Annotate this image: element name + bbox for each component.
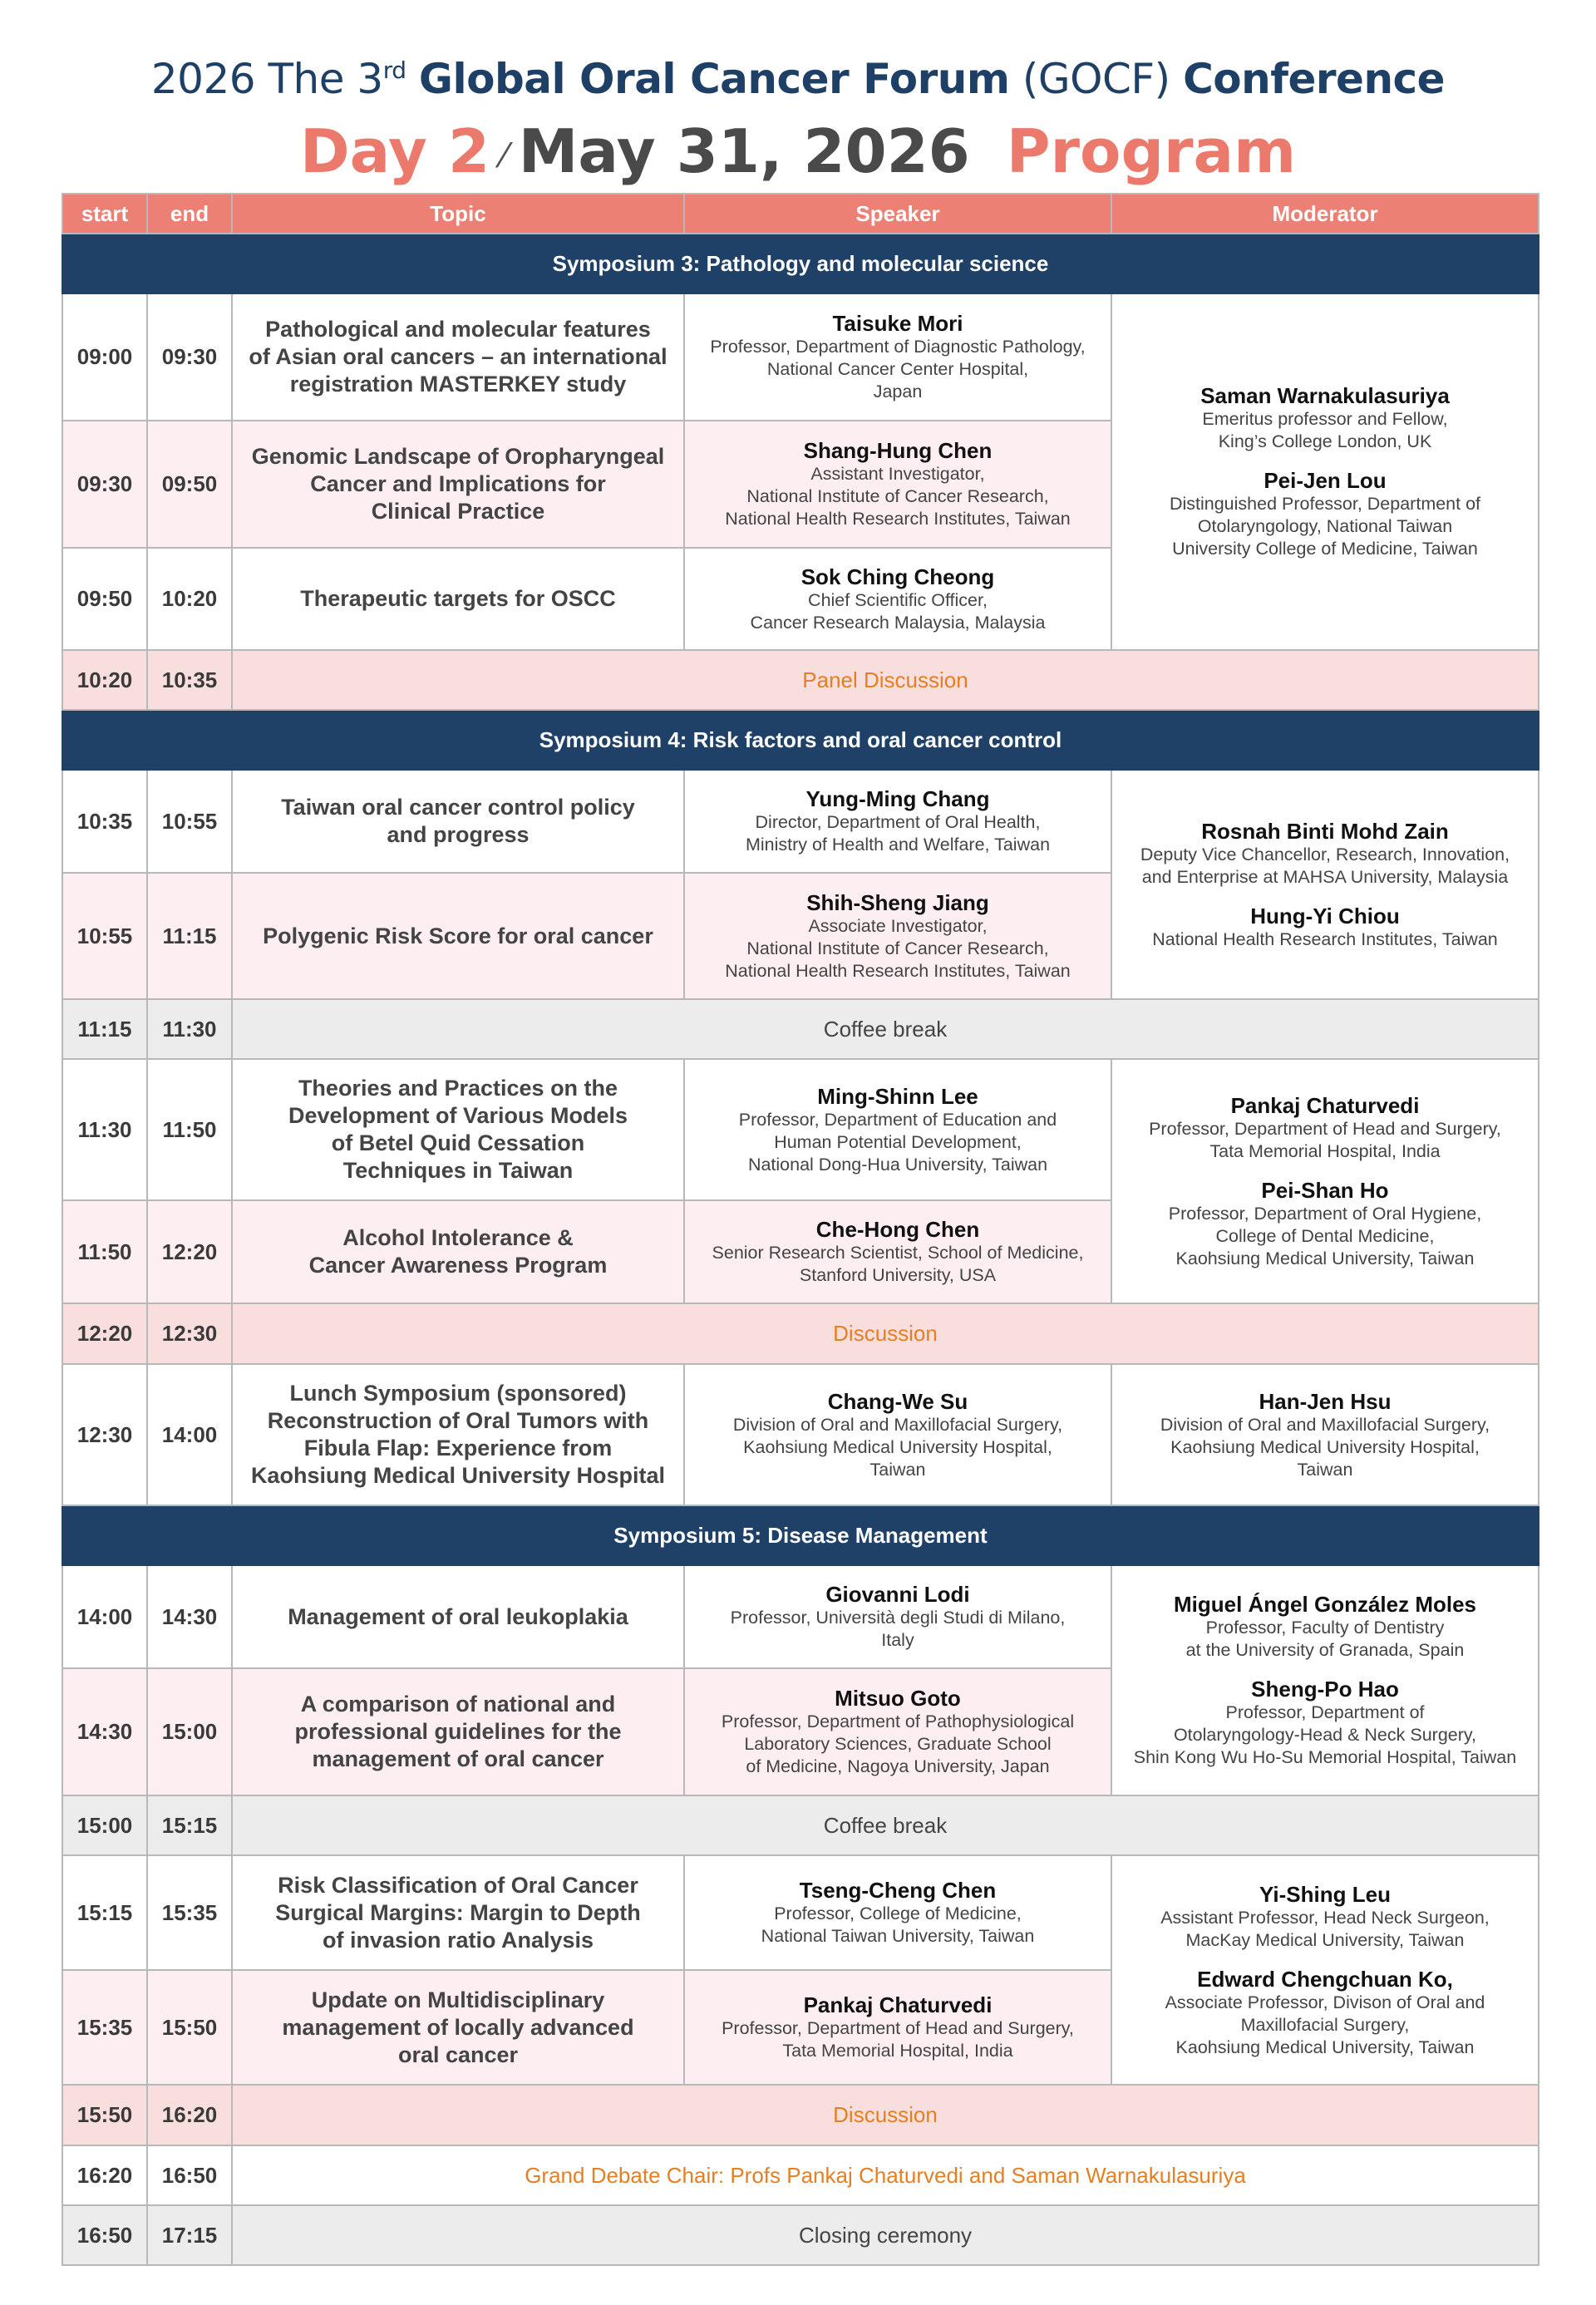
topic-line: Clinical Practice xyxy=(371,499,545,524)
start-time: 15:00 xyxy=(62,1795,147,1855)
end-time: 15:00 xyxy=(147,1668,232,1795)
speaker-affiliation: of Medicine, Nagoya University, Japan xyxy=(746,1756,1050,1776)
topic-line: A comparison of national and xyxy=(300,1692,616,1716)
speaker-name: Tseng-Cheng Chen xyxy=(799,1878,997,1903)
start-time: 16:50 xyxy=(62,2205,147,2265)
moderator-affiliation: Deputy Vice Chancellor, Research, Innovation, xyxy=(1140,844,1510,864)
speaker-cell xyxy=(684,1970,1111,2085)
topic-line: Management of oral leukoplakia xyxy=(288,1603,628,1629)
moderator-affiliation: Otolaryngology-Head & Neck Surgery, xyxy=(1173,1725,1477,1745)
date-label: May 31, 2026 xyxy=(518,116,970,186)
topic-line: and progress xyxy=(387,822,530,847)
moderator-affiliation: Professor, Faculty of Dentistry xyxy=(1205,1618,1445,1638)
speaker-cell xyxy=(684,873,1111,999)
speaker-affiliation: National Institute of Cancer Research, xyxy=(746,938,1049,958)
end-time: 10:55 xyxy=(147,770,232,873)
topic-line: Polygenic Risk Score for oral cancer xyxy=(263,923,653,948)
topic-line: of Betel Quid Cessation xyxy=(331,1130,585,1155)
col-moderator: Moderator xyxy=(1111,194,1539,234)
speaker-name: Taisuke Mori xyxy=(832,311,963,336)
session-topic xyxy=(232,1364,684,1505)
topic-line: Kaohsiung Medical University Hospital xyxy=(250,1463,666,1488)
moderator-name: Yi-Shing Leu xyxy=(1259,1881,1391,1907)
title-forum: Global Oral Cancer Forum xyxy=(418,55,1010,103)
start-time: 12:30 xyxy=(62,1364,147,1505)
moderator-affiliation: Shin Kong Wu Ho-Su Memorial Hospital, Taiwan xyxy=(1133,1747,1517,1767)
moderator-affiliation: Emeritus professor and Fellow, xyxy=(1202,409,1448,429)
session-topic xyxy=(232,770,684,873)
speaker-name: Sok Ching Cheong xyxy=(800,564,995,589)
col-speaker: Speaker xyxy=(684,194,1111,234)
table-row xyxy=(62,1855,1539,1970)
start-time: 10:35 xyxy=(62,770,147,873)
start-time: 15:35 xyxy=(62,1970,147,2085)
topic-line: Fibula Flap: Experience from xyxy=(303,1436,613,1460)
end-time: 14:30 xyxy=(147,1565,232,1668)
topic-line: Alcohol Intolerance & xyxy=(342,1225,574,1250)
moderator-cell xyxy=(1111,770,1539,999)
moderator-entry xyxy=(1121,1592,1530,1662)
table-row xyxy=(62,1795,1539,1855)
start-time: 14:30 xyxy=(62,1668,147,1795)
topic-line: of invasion ratio Analysis xyxy=(322,1927,594,1953)
topic-line: Pathological and molecular features xyxy=(265,317,651,342)
end-time: 11:50 xyxy=(147,1059,232,1200)
moderator-name: Edward Chengchuan Ko, xyxy=(1197,1966,1453,1992)
moderator-entry xyxy=(1121,468,1530,560)
speaker-name: Pankaj Chaturvedi xyxy=(803,1992,993,2017)
program-label: Program xyxy=(1006,116,1297,186)
speaker-name: Mitsuo Goto xyxy=(835,1686,961,1711)
topic-line: Techniques in Taiwan xyxy=(342,1158,574,1183)
end-time: 16:50 xyxy=(147,2145,232,2205)
speaker-affiliation: Italy xyxy=(881,1630,914,1650)
topic-line: Cancer Awareness Program xyxy=(308,1253,608,1278)
speaker-name: Che-Hong Chen xyxy=(815,1217,980,1242)
symposium-row xyxy=(62,234,1539,293)
start-time: 15:50 xyxy=(62,2085,147,2145)
table-row xyxy=(62,2145,1539,2205)
end-time: 14:00 xyxy=(147,1364,232,1505)
session-topic xyxy=(232,1565,684,1668)
end-time: 15:15 xyxy=(147,1795,232,1855)
coffee-break-label: Coffee break xyxy=(232,1795,1539,1855)
table-row xyxy=(62,1303,1539,1364)
start-time: 16:20 xyxy=(62,2145,147,2205)
slash-divider: ⁄ xyxy=(501,137,507,175)
title-conference: Conference xyxy=(1183,55,1446,103)
closing-ceremony-label: Closing ceremony xyxy=(232,2205,1539,2265)
start-time: 11:50 xyxy=(62,1200,147,1303)
moderator-entry xyxy=(1121,904,1530,951)
speaker-affiliation: Director, Department of Oral Health, xyxy=(755,812,1041,832)
start-time: 09:50 xyxy=(62,548,147,650)
moderator-name: Miguel Ángel González Moles xyxy=(1173,1592,1477,1617)
topic-line: Risk Classification of Oral Cancer xyxy=(278,1872,638,1898)
speaker-cell xyxy=(684,293,1111,421)
speaker-affiliation: National Institute of Cancer Research, xyxy=(746,486,1049,506)
moderator-affiliation: Division of Oral and Maxillofacial Surgery, xyxy=(1160,1414,1490,1435)
end-time: 10:35 xyxy=(147,650,232,710)
panel-discussion-label: Panel Discussion xyxy=(232,650,1539,710)
discussion-label: Discussion xyxy=(232,2085,1539,2145)
speaker-affiliation: Division of Oral and Maxillofacial Surgery, xyxy=(732,1414,1063,1435)
col-topic: Topic xyxy=(232,194,684,234)
moderator-entry xyxy=(1121,1677,1530,1769)
symposium-title: Symposium 3: Pathology and molecular science xyxy=(62,234,1539,293)
moderator-name: Saman Warnakulasuriya xyxy=(1200,383,1450,408)
symposium-title: Symposium 4: Risk factors and oral cancer control xyxy=(62,710,1539,770)
speaker-name: Yung-Ming Chang xyxy=(805,786,990,811)
speaker-affiliation: Laboratory Sciences, Graduate School xyxy=(744,1734,1052,1754)
start-time: 11:15 xyxy=(62,999,147,1059)
program-header xyxy=(0,0,1596,196)
moderator-affiliation: University College of Medicine, Taiwan xyxy=(1172,539,1478,559)
moderator-affiliation: Kaohsiung Medical University, Taiwan xyxy=(1175,1248,1475,1268)
end-time: 11:30 xyxy=(147,999,232,1059)
moderator-name: Rosnah Binti Mohd Zain xyxy=(1201,818,1449,844)
moderator-cell xyxy=(1111,293,1539,650)
moderator-affiliation: and Enterprise at MAHSA University, Malaysia xyxy=(1141,866,1509,887)
symposium-row xyxy=(62,710,1539,770)
moderator-name: Han-Jen Hsu xyxy=(1259,1388,1392,1414)
end-time: 10:20 xyxy=(147,548,232,650)
end-time: 12:30 xyxy=(147,1303,232,1364)
schedule-table xyxy=(62,193,1539,2266)
table-row xyxy=(62,2085,1539,2145)
moderator-name: Pei-Jen Lou xyxy=(1264,468,1387,493)
moderator-affiliation: Professor, Department of xyxy=(1225,1702,1425,1722)
session-topic xyxy=(232,1059,684,1200)
topic-line: Surgical Margins: Margin to Depth xyxy=(275,1899,641,1925)
speaker-cell xyxy=(684,1200,1111,1303)
discussion-label: Discussion xyxy=(232,1303,1539,1364)
moderator-affiliation: Professor, Department of Head and Surgery, xyxy=(1149,1118,1501,1139)
moderator-name: Hung-Yi Chiou xyxy=(1250,903,1400,928)
speaker-affiliation: Chief Scientific Officer, xyxy=(808,589,988,610)
speaker-affiliation: Cancer Research Malaysia, Malaysia xyxy=(750,612,1046,633)
start-time: 12:20 xyxy=(62,1303,147,1364)
moderator-affiliation: Distinguished Professor, Department of xyxy=(1169,494,1481,514)
speaker-affiliation: National Health Research Institutes, Taiwan xyxy=(725,960,1071,981)
title-abbr: (GOCF) xyxy=(1022,55,1170,103)
moderator-cell xyxy=(1111,1059,1539,1303)
session-topic xyxy=(232,1668,684,1795)
moderator-affiliation: Maxillofacial Surgery, xyxy=(1240,2014,1410,2035)
moderator-affiliation: Professor, Department of Oral Hygiene, xyxy=(1168,1203,1482,1224)
speaker-affiliation: Japan xyxy=(873,382,923,401)
topic-line: Genomic Landscape of Oropharyngeal xyxy=(251,444,665,469)
session-topic xyxy=(232,548,684,650)
speaker-affiliation: Professor, Department of Pathophysiological xyxy=(721,1712,1075,1731)
moderator-affiliation: Tata Memorial Hospital, India xyxy=(1209,1140,1441,1161)
topic-line: Cancer and Implications for xyxy=(310,471,606,496)
speaker-affiliation: Taiwan xyxy=(869,1459,926,1480)
moderator-cell xyxy=(1111,1364,1539,1505)
start-time: 11:30 xyxy=(62,1059,147,1200)
moderator-entry xyxy=(1121,819,1530,889)
end-time: 15:50 xyxy=(147,1970,232,2085)
speaker-affiliation: Professor, Department of Diagnostic Pathology, xyxy=(710,337,1086,357)
moderator-affiliation: at the University of Granada, Spain xyxy=(1185,1640,1465,1660)
topic-line: professional guidelines for the xyxy=(294,1719,622,1744)
grand-debate-label: Grand Debate Chair: Profs Pankaj Chaturvedi and Saman Warnakulasuriya xyxy=(232,2145,1539,2205)
topic-line: Development of Various Models xyxy=(288,1103,628,1128)
topic-line: Theories and Practices on the xyxy=(298,1076,618,1101)
speaker-affiliation: Associate Investigator, xyxy=(808,915,988,936)
topic-line: Lunch Symposium (sponsored) xyxy=(289,1381,627,1406)
speaker-name: Chang-We Su xyxy=(827,1388,968,1414)
moderator-cell xyxy=(1111,1565,1539,1795)
moderator-affiliation: Otolaryngology, National Taiwan xyxy=(1197,516,1453,536)
topic-line: registration MASTERKEY study xyxy=(289,372,627,396)
moderator-entry xyxy=(1121,383,1530,453)
moderator-name: Pankaj Chaturvedi xyxy=(1230,1092,1420,1118)
coffee-break-label: Coffee break xyxy=(232,999,1539,1059)
moderator-entry xyxy=(1121,1967,1530,2059)
speaker-affiliation: National Dong-Hua University, Taiwan xyxy=(747,1154,1048,1175)
end-time: 11:15 xyxy=(147,873,232,999)
speaker-affiliation: Professor, Università degli Studi di Milano, xyxy=(730,1608,1066,1628)
speaker-affiliation: Professor, College of Medicine, xyxy=(774,1904,1022,1923)
moderator-affiliation: King’s College London, UK xyxy=(1218,431,1432,451)
start-time: 10:55 xyxy=(62,873,147,999)
end-time: 15:35 xyxy=(147,1855,232,1970)
start-time: 09:30 xyxy=(62,421,147,548)
end-time: 16:20 xyxy=(147,2085,232,2145)
moderator-entry xyxy=(1121,1389,1530,1481)
table-row xyxy=(62,1364,1539,1505)
col-start: start xyxy=(62,194,147,234)
symposium-title: Symposium 5: Disease Management xyxy=(62,1505,1539,1565)
speaker-affiliation: National Health Research Institutes, Taiwan xyxy=(725,509,1071,529)
moderator-entry xyxy=(1121,1093,1530,1163)
topic-line: management of oral cancer xyxy=(312,1746,604,1771)
speaker-affiliation: Tata Memorial Hospital, India xyxy=(782,2041,1013,2061)
end-time: 12:20 xyxy=(147,1200,232,1303)
speaker-cell xyxy=(684,770,1111,873)
start-time: 15:15 xyxy=(62,1855,147,1970)
table-row xyxy=(62,1059,1539,1200)
moderator-entry xyxy=(1121,1882,1530,1952)
topic-line: oral cancer xyxy=(397,2042,519,2067)
table-row xyxy=(62,650,1539,710)
moderator-cell xyxy=(1111,1855,1539,2085)
topic-line: Update on Multidisciplinary xyxy=(311,1987,605,2012)
end-time: 17:15 xyxy=(147,2205,232,2265)
moderator-affiliation: Associate Professor, Divison of Oral and xyxy=(1165,1992,1485,2012)
conference-title xyxy=(0,42,1596,108)
moderator-affiliation: National Health Research Institutes, Taiwan xyxy=(1152,928,1498,949)
speaker-affiliation: Human Potential Development, xyxy=(774,1131,1022,1152)
symposium-row xyxy=(62,1505,1539,1565)
session-topic xyxy=(232,421,684,548)
col-end: end xyxy=(147,194,232,234)
session-topic xyxy=(232,1970,684,2085)
session-topic xyxy=(232,1855,684,1970)
speaker-cell xyxy=(684,1059,1111,1200)
moderator-name: Pei-Shan Ho xyxy=(1261,1177,1389,1203)
session-topic xyxy=(232,293,684,421)
speaker-affiliation: National Taiwan University, Taiwan xyxy=(761,1926,1035,1946)
speaker-affiliation: Senior Research Scientist, School of Medicine, xyxy=(712,1243,1084,1263)
moderator-affiliation: MacKay Medical University, Taiwan xyxy=(1185,1929,1465,1950)
speaker-name: Giovanni Lodi xyxy=(825,1582,970,1607)
topic-line: Therapeutic targets for OSCC xyxy=(300,586,616,611)
speaker-affiliation: National Cancer Center Hospital, xyxy=(766,359,1029,379)
date-line xyxy=(0,111,1596,196)
topic-line: Taiwan oral cancer control policy xyxy=(281,795,635,820)
speaker-name: Ming-Shinn Lee xyxy=(817,1083,978,1109)
moderator-affiliation: Assistant Professor, Head Neck Surgeon, xyxy=(1160,1907,1490,1928)
table-row xyxy=(62,293,1539,421)
speaker-cell xyxy=(684,1855,1111,1970)
title-year: 2026 The 3 xyxy=(150,55,383,103)
table-row xyxy=(62,2205,1539,2265)
speaker-name: Shih-Sheng Jiang xyxy=(806,889,989,915)
start-time: 10:20 xyxy=(62,650,147,710)
speaker-cell xyxy=(684,421,1111,548)
table-row xyxy=(62,999,1539,1059)
table-row xyxy=(62,1565,1539,1668)
day-label: Day 2 xyxy=(299,116,490,186)
topic-line: Reconstruction of Oral Tumors with xyxy=(267,1408,649,1433)
speaker-cell xyxy=(684,1364,1111,1505)
moderator-affiliation: College of Dental Medicine, xyxy=(1215,1225,1435,1246)
moderator-entry xyxy=(1121,1178,1530,1270)
topic-line: of Asian oral cancers – an international xyxy=(249,344,667,369)
speaker-affiliation: Kaohsiung Medical University Hospital, xyxy=(743,1436,1052,1457)
session-topic xyxy=(232,1200,684,1303)
speaker-affiliation: Assistant Investigator, xyxy=(810,464,985,484)
start-time: 09:00 xyxy=(62,293,147,421)
speaker-cell xyxy=(684,1565,1111,1668)
session-topic xyxy=(232,873,684,999)
table-row xyxy=(62,770,1539,873)
table-header-row xyxy=(62,194,1539,234)
speaker-name: Shang-Hung Chen xyxy=(803,438,993,463)
end-time: 09:50 xyxy=(147,421,232,548)
speaker-affiliation: Professor, Department of Head and Surgery, xyxy=(722,2018,1074,2038)
moderator-affiliation: Kaohsiung Medical University, Taiwan xyxy=(1175,2037,1475,2057)
moderator-name: Sheng-Po Hao xyxy=(1251,1677,1399,1702)
speaker-cell xyxy=(684,548,1111,650)
topic-line: management of locally advanced xyxy=(282,2014,634,2040)
moderator-affiliation: Kaohsiung Medical University Hospital, xyxy=(1170,1436,1480,1457)
speaker-affiliation: Professor, Department of Education and xyxy=(738,1109,1057,1130)
end-time: 09:30 xyxy=(147,293,232,421)
speaker-cell xyxy=(684,1668,1111,1795)
speaker-affiliation: Stanford University, USA xyxy=(799,1265,997,1285)
speaker-affiliation: Ministry of Health and Welfare, Taiwan xyxy=(745,835,1051,855)
title-ordinal: rd xyxy=(382,57,406,84)
moderator-affiliation: Taiwan xyxy=(1297,1459,1353,1480)
start-time: 14:00 xyxy=(62,1565,147,1668)
